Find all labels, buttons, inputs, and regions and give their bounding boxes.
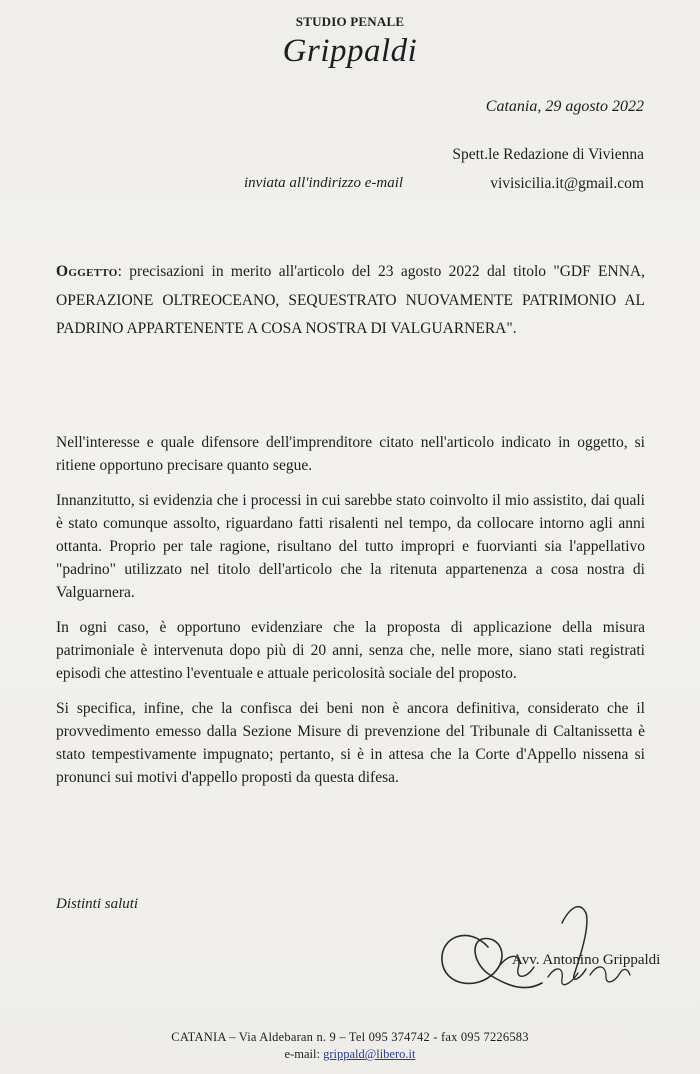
letter-body bbox=[56, 431, 645, 801]
subject-block bbox=[56, 258, 645, 344]
recipient-name: Spett.le Redazione di Vivienna bbox=[452, 146, 644, 163]
footer-email-label: e-mail: bbox=[284, 1047, 320, 1061]
recipient-email: vivisicilia.it@gmail.com bbox=[490, 175, 644, 192]
letterhead-studio: STUDIO PENALE bbox=[295, 14, 405, 29]
footer-address: CATANIA – Via Aldebaran n. 9 – Tel 095 374742 - fax 095 7226583 bbox=[171, 1030, 529, 1044]
footer-email-line bbox=[0, 1047, 700, 1062]
body-paragraph-2: Innanzitutto, si evidenzia che i processi in cui sarebbe stato coinvolto il mio assistito, dai quali è stato comunque assolto, riguardano fatti risalenti nel tempo, da collocare intorno agli anni ottanta. Proprio per tale ragione, risultano del tutto impropri e fuorvianti sia l'appellativo "padrino" utilizzato nel titolo dell'articolo che la ritenuta appartenenza a cosa nostra di Valguarnera. bbox=[56, 492, 645, 601]
subject-label: Oggetto bbox=[56, 263, 118, 280]
footer-email-link[interactable]: grippald@libero.it bbox=[323, 1047, 416, 1061]
sent-via-label: inviata all'indirizzo e-mail bbox=[244, 175, 404, 191]
signer-name: Avv. Antonino Grippaldi bbox=[512, 952, 661, 968]
handwritten-signature bbox=[430, 895, 650, 1000]
body-paragraph-1: Nell'interesse e quale difensore dell'imprenditore citato nell'articolo indicato in oggetto, si ritiene opportuno precisare quanto segue. bbox=[56, 434, 645, 474]
letterhead-name: Grippaldi bbox=[282, 33, 418, 69]
subject-text: precisazioni in merito all'articolo del 23 agosto 2022 dal titolo "GDF ENNA, OPERAZIONE OLTREOCEANO, SEQUESTRATO NUOVAMENTE PATRIMONIO AL PADRINO APPARTENENTE A COSA NOSTRA DI VALGUARNERA". bbox=[56, 263, 645, 337]
date-line: Catania, 29 agosto 2022 bbox=[485, 98, 644, 115]
closing-salutation: Distinti saluti bbox=[56, 896, 139, 912]
body-paragraph-4: Si specifica, infine, che la confisca dei beni non è ancora definitiva, considerato che il provvedimento emesso dalla Sezione Misure di prevenzione del Tribunale di Caltanissetta è stato tempestivamente impugnato; pertanto, si è in attesa che la Corte d'Appello nissena si pronunci sui motivi d'appello proposti da questa difesa. bbox=[56, 700, 645, 786]
body-paragraph-3: In ogni caso, è opportuno evidenziare che la proposta di applicazione della misura patrimoniale è intervenuta dopo più di 20 anni, senza che, nelle more, siano stati registrati episodi che attestino l'eventuale e attuale pericolosità sociale del proposto. bbox=[56, 619, 645, 682]
subject-colon: : bbox=[117, 263, 130, 280]
